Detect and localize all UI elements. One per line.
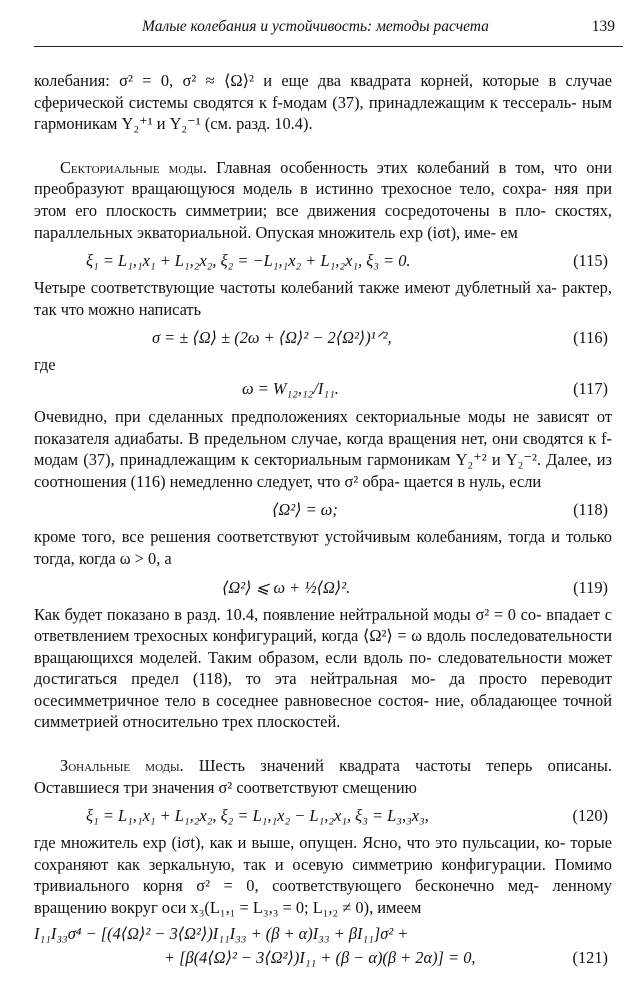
paragraph-doublet	[34, 277, 612, 320]
paragraph-stability	[34, 526, 612, 569]
text-line: где множитель exp (iσt), как и выше, опущен. Ясно, что это пульсации, ко-	[34, 833, 566, 853]
text-line: следовательности может достигаться предел (118), то эта нейтральная мо-	[34, 647, 612, 689]
text-line: ленному вращению вокруг оси x₃(L₁,₁ = L₃,₃ = 0; L₁,₂ ≠ 0), имеем	[34, 876, 612, 918]
text-line: они преобразуют вращающуюся модель в истинно трехосное тело, сохра-	[34, 157, 612, 199]
paragraph-tesseral	[34, 70, 612, 135]
text-line: кроме того, все решения соответствуют устойчивым колебаниям, тогда и	[34, 527, 560, 547]
page-number: 139	[591, 18, 615, 35]
running-title: Малые колебания и устойчивость: методы расчета	[142, 18, 489, 35]
equation-formula: σ = ± ⟨Ω⟩ ± (2ω + ⟨Ω⟩² − 2⟨Ω²⟩)¹ᐟ²,	[152, 328, 392, 348]
text-line: от показателя адиабаты. В предельном случае, когда вращения нет, они	[34, 406, 612, 448]
equation-117	[34, 376, 612, 406]
equation-120	[34, 798, 612, 832]
equation-number: (115)	[573, 251, 608, 271]
text-line: Y₂⁺² и Y₂⁻². Далее, из соотношения (116) немедленно следует, что σ² обра-	[34, 450, 612, 491]
equation-formula: ξ₁ = L₁,₁x₁ + L₁,₂x₂, ξ₂ = −L₁,₁x₂ + L₁,₂x₁, ξ₃ = 0.	[86, 251, 411, 271]
text-line: ем	[500, 222, 518, 242]
text-line: последовательности вращающихся моделей. Таким образом, если вдоль по-	[34, 626, 612, 667]
equation-number: (117)	[573, 378, 608, 398]
text-line: да просто переводит осесимметричное тело в соседнее равновесное состоя-	[34, 669, 612, 710]
equation-number: (118)	[573, 500, 608, 520]
text-line: скостях, параллельных экваториальной. Опуская множитель exp (iσt), име-	[34, 200, 612, 242]
paragraph-sectorial-modes	[34, 157, 612, 243]
text-line: рактер, так что можно написать	[34, 278, 612, 319]
paragraph-pulsations	[34, 832, 612, 918]
text-line: впадает с ответвлением трехосных конфигураций, когда ⟨Ω²⟩ = ω вдоль	[34, 604, 612, 646]
text-line: Помимо тривиального корня σ² = 0, соответствующего бесконечно мед-	[34, 854, 612, 896]
text-line: сферической системы сводятся к f-модам (37), принадлежащим к тессераль-	[34, 92, 577, 112]
paragraph-zonal-modes	[34, 755, 612, 798]
text-line: Оставшиеся три значения σ² соответствуют смещению	[34, 777, 417, 797]
equation-118	[34, 492, 612, 526]
equation-formula: ξ₁ = L₁,₁x₁ + L₁,₂x₂, ξ₂ = L₁,₁x₂ − L₁,₂x₁, ξ₃ = L₃,₃x₃,	[86, 806, 429, 826]
equation-number: (119)	[573, 577, 608, 597]
page-header	[34, 18, 623, 42]
text-line: сводятся к f-модам (37), принадлежащим к секториальным гармоникам	[34, 428, 612, 470]
equation-number: (121)	[572, 947, 608, 967]
section-heading-sectorial: Секториальные моды.	[60, 157, 207, 177]
text-line: Как будет показано в разд. 10.4, появление нейтральной моды σ² = 0 со-	[34, 604, 542, 624]
text-line: только тогда, когда ω > 0, а	[34, 527, 612, 568]
text-line: торые сохраняют как зеркальную, так и осевую симметрию конфигурации.	[34, 833, 613, 874]
equation-116	[34, 320, 612, 354]
equation-line-2: + [β(4⟨Ω⟩² − 3⟨Ω²⟩)I₁₁ + (β − α)(β + 2α)] = 0,	[164, 947, 476, 967]
equation-119	[34, 570, 612, 604]
equation-formula: ⟨Ω²⟩ = ω;	[272, 500, 338, 520]
paragraph-neutral-mode	[34, 604, 612, 734]
text-line: Главная особенность этих колебаний в том, что	[216, 157, 578, 177]
equation-115	[34, 243, 612, 277]
equation-number: (116)	[573, 328, 608, 348]
section-heading-zonal: Зональные моды.	[60, 756, 184, 776]
text-line: ным гармоникам Y₂⁺¹ и Y₂⁻¹ (см. разд. 10.4).	[34, 92, 612, 134]
paragraph-adiabatic	[34, 406, 612, 492]
equation-number: (120)	[572, 806, 608, 826]
text-line: няя при этом его плоскость симметрии; все движения сосредоточены в пло-	[34, 179, 612, 220]
equation-formula: ⟨Ω²⟩ ⩽ ω + ½⟨Ω⟩².	[222, 577, 351, 597]
text-line: ние, обладающее точной симметрией относительно трех плоскостей.	[34, 690, 612, 732]
page-body	[34, 70, 612, 975]
text-line: колебания: σ² = 0, σ² ≈ ⟨Ω⟩² и еще два квадрата корней, которые в случае	[34, 71, 612, 90]
header-rule	[34, 46, 623, 47]
equation-121	[34, 919, 612, 975]
text-line: Очевидно, при сделанных предположениях секториальные моды не зависят	[34, 406, 590, 426]
equation-formula: ω = W₁₂,₁₂/I₁₁.	[242, 378, 339, 398]
where-label: где	[34, 355, 56, 375]
equation-line-1: I₁₁I₃₃σ⁴ − [(4⟨Ω⟩² − 3⟨Ω²⟩)I₁₁I₃₃ + (β + α)I₃₃ + βI₁₁]σ² +	[34, 923, 409, 943]
text-line: Шесть значений квадрата частоты теперь описаны.	[198, 756, 612, 776]
text-line: щается в нуль, если	[403, 471, 542, 491]
text-line: Четыре соответствующие частоты колебаний также имеют дублетный ха-	[34, 278, 557, 298]
